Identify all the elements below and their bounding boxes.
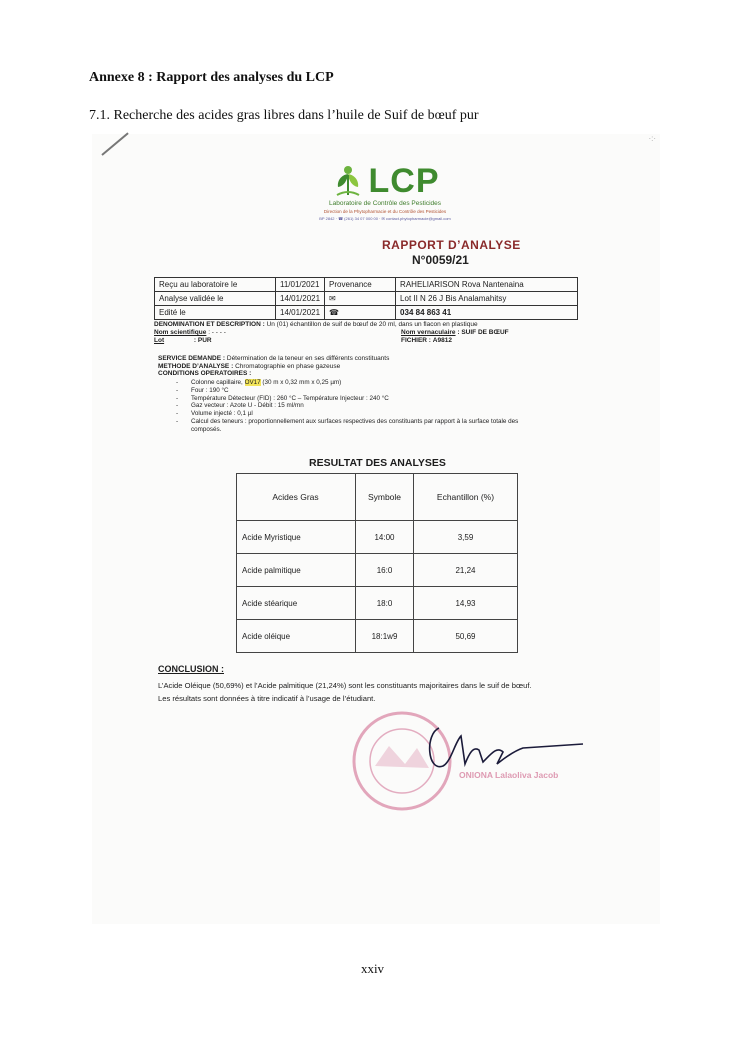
acid-symbol: 14:00 <box>356 521 414 554</box>
file-value: A9812 <box>432 337 452 344</box>
mail-icon: ✉ <box>325 292 396 306</box>
scan-specks: ·:· <box>648 134 656 143</box>
denomination-text: Un (01) échantillon de suif de bœuf de 20 ml, dans un flacon en plastique <box>266 321 478 328</box>
stamp-text: ONIONA Lalaoliva Jacob <box>459 770 559 780</box>
acid-symbol: 16:0 <box>356 554 414 587</box>
results-title: RESULTAT DES ANALYSES <box>309 457 446 469</box>
results-table <box>236 473 518 653</box>
info-label: Edité le <box>155 306 276 320</box>
list-item: - Température Détecteur (FID) : 260 °C – Température Injecteur : 240 °C <box>176 395 518 403</box>
lot-value: : PUR <box>193 337 212 344</box>
column-highlight: OV17 <box>244 379 261 386</box>
logo-subtitle: Laboratoire de Contrôle des Pesticides <box>328 200 441 207</box>
signature-icon <box>430 728 583 767</box>
acid-name: Acide Myristique <box>237 521 356 554</box>
pen-mark <box>101 132 128 155</box>
conclusion-line-1: L’Acide Oléique (50,69%) et l’Acide palmitique (21,24%) sont les constituants majoritaires dans le suif de bœuf. <box>158 681 532 690</box>
reception-info-table <box>154 277 578 320</box>
info-field: Provenance <box>325 278 396 292</box>
service-value: Détermination de la teneur en ses différents constituants <box>226 355 390 362</box>
info-value: RAHELIARISON Rova Nantenaina <box>396 278 578 292</box>
acid-symbol: 18:0 <box>356 587 414 620</box>
method-value: Chromatographie en phase gazeuse <box>235 362 341 370</box>
table-row <box>237 521 518 554</box>
page-number: xxiv <box>360 961 385 976</box>
scientific-name <box>154 329 226 337</box>
acid-value: 3,59 <box>414 521 518 554</box>
acid-name: Acide stéarique <box>237 587 356 620</box>
info-value: 034 84 863 41 <box>396 306 578 320</box>
acid-name: Acide oléique <box>237 620 356 653</box>
report-number: N°0059/21 <box>412 253 469 267</box>
scanned-report <box>92 134 660 924</box>
logo-direction: Direction de la Phytopharmacie et du Contrôle des Pesticides <box>323 209 447 214</box>
service-method <box>158 355 389 378</box>
denomination-label: DENOMINATION ET DESCRIPTION : <box>154 321 265 328</box>
list-item: - Calcul des teneurs : proportionnellement aux surfaces respectives des constituants par rapport à la surface totale des composés. <box>176 418 518 434</box>
conditions-label: CONDITIONS OPERATOIRES : <box>158 370 252 378</box>
section-title: 7.1. Recherche des acides gras libres dans l’huile de Suif de bœuf pur <box>89 108 479 123</box>
list-item: - Gaz vecteur : Azote U - Débit : 15 ml/mn <box>176 402 518 410</box>
list-item: - Four : 190 °C <box>176 387 518 395</box>
conclusion-title: CONCLUSION : <box>158 664 224 674</box>
scientific-label: Nom scientifique <box>154 329 207 336</box>
conclusion-line-2: Les résultats sont données à titre indicatif à l’usage de l’étudiant. <box>158 694 376 703</box>
info-date: 11/01/2021 <box>276 278 325 292</box>
conditions-list <box>176 379 518 434</box>
table-row <box>237 554 518 587</box>
table-row <box>155 278 578 292</box>
scientific-value: : - - - - <box>208 329 226 336</box>
acid-value: 50,69 <box>414 620 518 653</box>
info-label: Reçu au laboratoire le <box>155 278 276 292</box>
lot-label: Lot <box>154 337 165 344</box>
table-header-row <box>237 474 518 521</box>
header-symbol: Symbole <box>356 474 414 521</box>
list-item: - Volume injecté : 0,1 µl <box>176 410 518 418</box>
acid-value: 14,93 <box>414 587 518 620</box>
method-label: METHODE D’ANALYSE : <box>158 362 234 370</box>
report-title: RAPPORT D’ANALYSE <box>382 238 521 252</box>
logo-contact: BP 2842 · ☎ (261) 34 07 000 00 · ✉ contact.phytopharmacie@gmail.com <box>319 216 451 221</box>
header-sample: Echantillon (%) <box>414 474 518 521</box>
info-date: 14/01/2021 <box>276 292 325 306</box>
service-label: SERVICE DEMANDE : <box>158 355 226 362</box>
table-row <box>237 587 518 620</box>
table-row <box>155 306 578 320</box>
table-row <box>237 620 518 653</box>
logo-text: LCP <box>368 162 440 200</box>
info-value: Lot II N 26 J Bis Analamahitsy <box>396 292 578 306</box>
leaf-logo-icon <box>331 165 365 197</box>
stamp-signature <box>347 706 587 816</box>
vernacular-label: Nom vernaculaire <box>401 329 456 336</box>
header-acid: Acides Gras <box>237 474 356 521</box>
acid-symbol: 18:1w9 <box>356 620 414 653</box>
acid-value: 21,24 <box>414 554 518 587</box>
acid-name: Acide palmitique <box>237 554 356 587</box>
annex-title: Annexe 8 : Rapport des analyses du LCP <box>89 70 334 85</box>
list-item: - Colonne capillaire, OV17 (30 m x 0,32 mm x 0,25 µm) <box>176 379 518 387</box>
file-label: FICHIER : <box>401 337 431 344</box>
lot <box>154 337 212 345</box>
lcp-logo <box>290 164 480 221</box>
info-label: Analyse validée le <box>155 292 276 306</box>
denomination <box>154 321 478 329</box>
info-date: 14/01/2021 <box>276 306 325 320</box>
vernacular-name <box>401 329 509 337</box>
vernacular-value: : SUIF DE BŒUF <box>457 329 509 336</box>
phone-icon: ☎ <box>325 306 396 320</box>
file-number <box>401 337 452 345</box>
table-row <box>155 292 578 306</box>
